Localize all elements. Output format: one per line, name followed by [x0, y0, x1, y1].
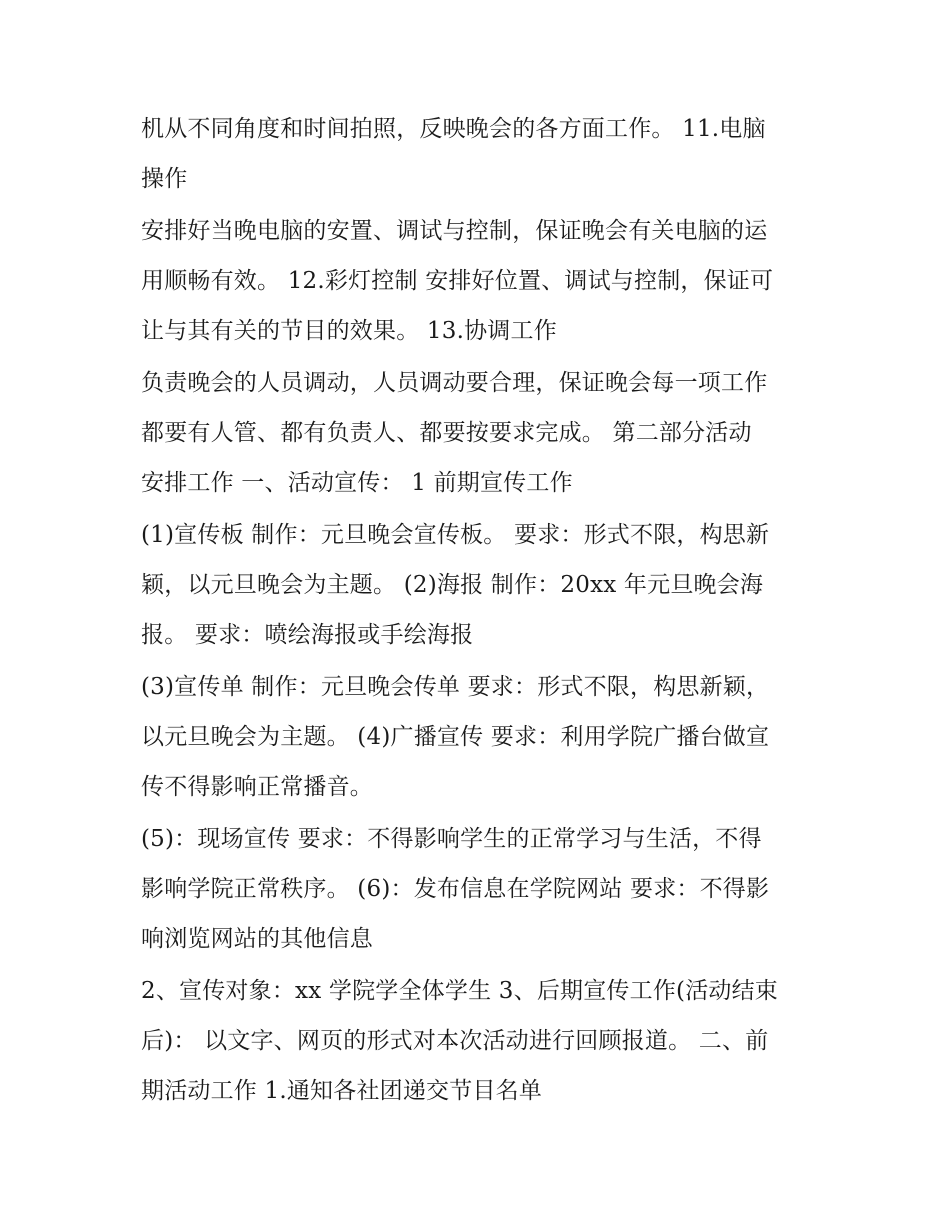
text-line: 影响学院正常秩序。 (6)：发布信息在学院网站 要求：不得影 [141, 876, 770, 902]
text-line: 安排工作 一、活动宣传： 1 前期宣传工作 [141, 470, 573, 496]
text-line: 安排好当晚电脑的安置、调试与控制，保证晚会有关电脑的运 [141, 218, 768, 244]
text-line: 期活动工作 1.通知各社团递交节目名单 [141, 1078, 543, 1104]
text-line: 用顺畅有效。 12.彩灯控制 安排好位置、调试与控制，保证可 [141, 268, 774, 294]
text-line: (1)宣传板 制作：元旦晚会宣传板。 要求：形式不限，构思新 [141, 522, 770, 548]
text-line: 操作 [141, 166, 188, 192]
text-line: 报。 要求：喷绘海报或手绘海报 [141, 622, 474, 648]
text-line: 颖，以元旦晚会为主题。 (2)海报 制作：20xx 年元旦晚会海 [141, 572, 764, 598]
text-line: 负责晚会的人员调动，人员调动要合理，保证晚会每一项工作 [141, 370, 768, 396]
text-line: 后)： 以文字、网页的形式对本次活动进行回顾报道。 二、前 [141, 1028, 769, 1054]
text-line: (3)宣传单 制作：元旦晚会传单 要求：形式不限，构思新颖， [141, 674, 770, 700]
text-line: 2、宣传对象：xx 学院学全体学生 3、后期宣传工作(活动结束 [141, 978, 779, 1004]
text-line: 机从不同角度和时间拍照，反映晚会的各方面工作。 11.电脑 [141, 116, 766, 142]
text-line: (5)：现场宣传 要求：不得影响学生的正常学习与生活，不得 [141, 826, 762, 852]
text-line: 响浏览网站的其他信息 [141, 926, 373, 952]
text-line: 都要有人管、都有负责人、都要按要求完成。 第二部分活动 [141, 420, 752, 446]
text-line: 传不得影响正常播音。 [141, 774, 373, 800]
text-line: 以元旦晚会为主题。 (4)广播宣传 要求：利用学院广播台做宣 [141, 724, 770, 750]
text-line: 让与其有关的节目的效果。 13.协调工作 [141, 318, 557, 344]
